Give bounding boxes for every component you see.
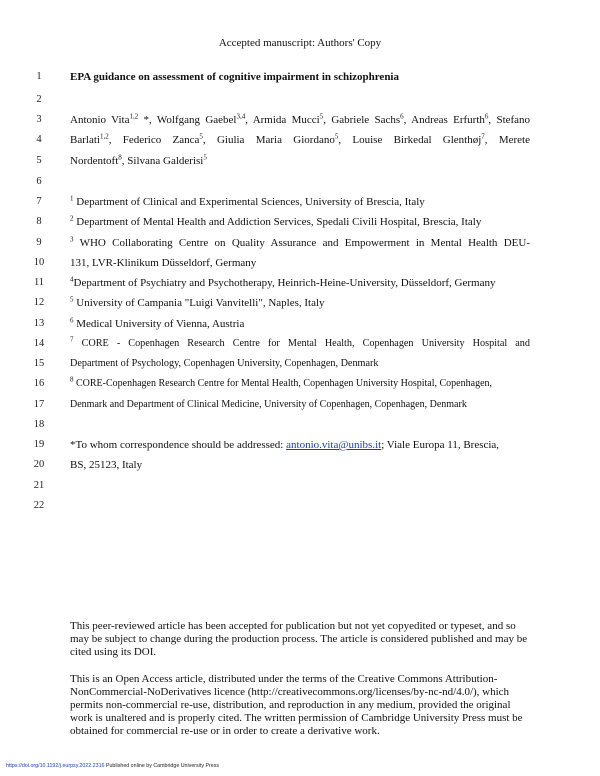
affiliation-continued: 131, LVR-Klinikum Düsseldorf, Germany <box>70 257 257 269</box>
affiliation-marker: 3 <box>70 235 74 244</box>
affiliation-text: CORE - Copenhagen Research Centre for Mental Health, Copenhagen University Hospital and <box>81 338 530 349</box>
author-affiliation-marker: 5 <box>334 132 339 141</box>
author-affiliation-marker: 1,2 <box>99 132 109 141</box>
line-number: 11 <box>33 277 45 288</box>
author-affiliation-marker: 5 <box>199 132 203 141</box>
affiliation-text: Department of Clinical and Experimental Sciences, University of Brescia, Italy <box>76 196 425 208</box>
affiliation-text: WHO Collaborating Centre on Quality Assurance and Empowerment in Mental Health DEU- <box>79 237 530 249</box>
running-header: Accepted manuscript: Authors' Copy <box>218 37 382 49</box>
author-affiliation-marker: 1,2 <box>129 112 139 121</box>
line-number: 7 <box>36 196 42 207</box>
line-number: 20 <box>33 459 45 470</box>
line-number: 8 <box>36 216 42 227</box>
author-affiliation-marker: 6 <box>484 112 489 121</box>
affiliation <box>70 317 530 331</box>
affiliation <box>70 236 530 250</box>
author-name: Silvana Galderisi <box>127 155 204 167</box>
correspondence-label: *To whom correspondence should be addressed: <box>70 439 287 451</box>
line-number: 15 <box>33 358 45 369</box>
corresponding-marker: * <box>138 114 150 126</box>
author-affiliation-marker: 8 <box>118 153 122 162</box>
author-affiliation-marker: 3,4 <box>236 112 246 121</box>
author-name: Armida Mucci <box>252 114 320 126</box>
line-number: 5 <box>36 155 42 166</box>
author-name: Nordentoft <box>70 155 119 167</box>
author-affiliation-marker: 5 <box>319 112 324 121</box>
author-line: Antonio Vita$^{1,2}$ *, Wolfgang Gaebel$^{3,4}$, Armida Mucci$^5$, Gabriele Sachs$^6$, Andreas Erfurth$^6$, Stefano <box>70 112 531 126</box>
line-number: 1 <box>36 71 42 82</box>
affiliation-continued: Department of Psychology, Copenhagen University, Copenhagen, Denmark <box>70 358 379 369</box>
affiliation-text: Medical University of Vienna, Austria <box>76 318 245 330</box>
line-number: 17 <box>33 399 45 410</box>
affiliation-marker: 2 <box>70 214 74 223</box>
line-number: 9 <box>36 237 42 248</box>
author-name: Barlati <box>70 134 100 146</box>
affiliation-marker: 1 <box>70 194 74 203</box>
correspondence-address: ; Viale Europa 11, Brescia, <box>381 439 500 451</box>
author-affiliation-marker: 6 <box>400 112 404 121</box>
line-number: 18 <box>33 419 45 430</box>
author-name: Gabriele Sachs <box>331 114 401 126</box>
affiliation-marker: 8 <box>70 375 74 384</box>
affiliation-text: CORE-Copenhagen Research Centre for Mental Health, Copenhagen University Hospital, Copenhagen, <box>76 378 493 389</box>
paper-title: EPA guidance on assessment of cognitive impairment in schizophrenia <box>70 71 399 83</box>
affiliation-marker: 7 <box>70 335 74 344</box>
line-number: 2 <box>36 94 42 105</box>
publication-notice: This peer-reviewed article has been accepted for publication but not yet copyedited or typeset, and so may be subject to change during the production process. The article is considered published and may be cited using its DOI. <box>70 620 528 658</box>
author-line: Nordentoft$^8$, Silvana Galderisi$^5$ <box>70 153 207 167</box>
affiliation <box>70 377 530 391</box>
affiliation-text: Department of Psychiatry and Psychotherapy, Heinrich-Heine-University, Düsseldorf, Germany <box>73 277 496 289</box>
line-number: 3 <box>36 114 42 125</box>
affiliation <box>70 215 530 229</box>
doi-link[interactable]: https://doi.org/10.1192/j.eurpsy.2022.2316 <box>6 763 105 769</box>
line-number: 10 <box>33 257 45 268</box>
line-number: 4 <box>36 134 42 145</box>
author-name: Andreas Erfurth <box>411 114 485 126</box>
line-number: 19 <box>33 439 45 450</box>
author-name: Wolfgang Gaebel <box>156 114 237 126</box>
affiliation <box>70 337 530 351</box>
author-affiliation-marker: 7 <box>481 132 485 141</box>
author-line: Barlati$^{1,2}$, Federico Zanca$^5$, Giulia Maria Giordano$^5$, Louise Birkedal Glenthøj$^7$, Merete <box>70 132 530 146</box>
correspondence-address-continued: BS, 25123, Italy <box>70 459 143 471</box>
author-name: Giulia Maria Giordano <box>216 134 335 146</box>
line-number: 22 <box>33 500 45 511</box>
affiliation-continued: Denmark and Department of Clinical Medicine, University of Copenhagen, Copenhagen, Denmark <box>70 399 467 410</box>
affiliation <box>70 276 530 290</box>
affiliation-marker: 4 <box>70 275 74 284</box>
doi-bar <box>6 763 219 769</box>
affiliation-marker: 5 <box>70 295 74 304</box>
author-name: Antonio Vita <box>70 114 130 126</box>
line-number: 14 <box>33 338 45 349</box>
line-number: 6 <box>36 176 42 187</box>
line-number: 21 <box>33 480 45 491</box>
correspondence <box>70 438 530 452</box>
affiliation <box>70 296 530 310</box>
line-number: 12 <box>33 297 45 308</box>
author-name: Federico Zanca <box>122 134 200 146</box>
email-link[interactable]: antonio.vita@unibs.it <box>286 439 382 451</box>
affiliation-text: Department of Mental Health and Addiction Services, Spedali Civili Hospital, Brescia, Italy <box>76 216 482 228</box>
line-number: 13 <box>33 318 45 329</box>
doi-publisher-text: Published online by Cambridge University Press <box>104 763 219 769</box>
affiliation-text: University of Campania "Luigi Vanvitelli", Naples, Italy <box>76 297 325 309</box>
line-number: 16 <box>33 378 45 389</box>
license-notice: This is an Open Access article, distributed under the terms of the Creative Commons Attribution-NonCommercial-NoDerivatives licence (http://creativecommons.org/licenses/by-nc-nd/4.0/), which permits non-commercial re-use, distribution, and reproduction in any medium, provided the original work is unaltered and is properly cited. The written permission of Cambridge University Press must be obtained for commercial re-use or in order to create a derivative work. <box>70 673 523 737</box>
affiliation-marker: 6 <box>70 316 74 325</box>
author-name: Merete <box>498 134 530 146</box>
author-name: Stefano <box>496 114 531 126</box>
affiliation <box>70 195 530 209</box>
author-affiliation-marker: 5 <box>203 153 207 162</box>
author-name: Louise Birkedal Glenthøj <box>352 134 482 146</box>
